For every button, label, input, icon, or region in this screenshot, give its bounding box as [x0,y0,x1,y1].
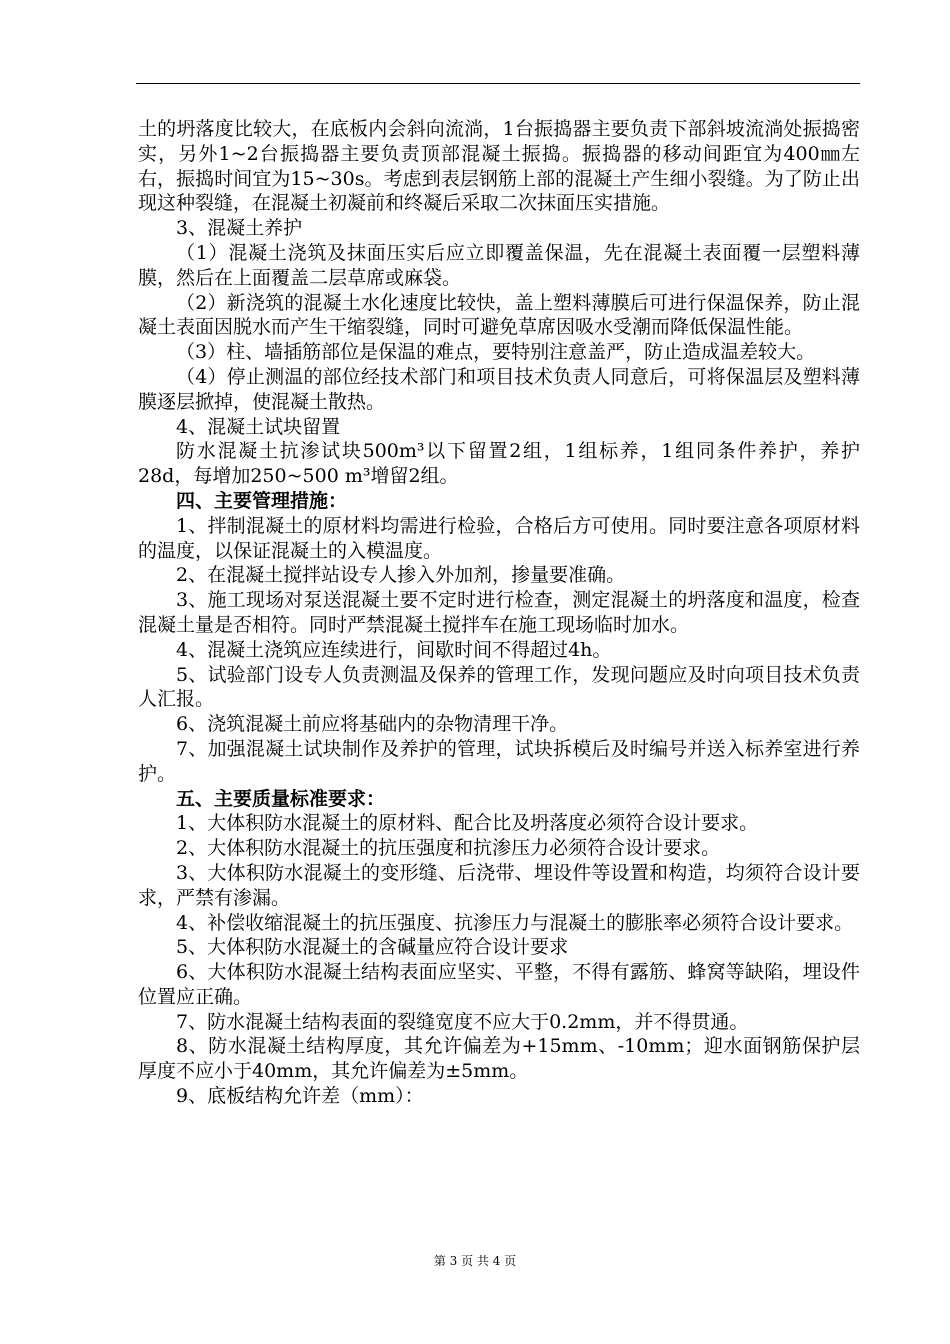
paragraph: 土的坍落度比较大，在底板内会斜向流淌，1台振捣器主要负责下部斜坡流淌处振捣密实，另外1~2台振捣器主要负责顶部混凝土振捣。振捣器的移动间距宜为400㎜左右，振捣时间宜为15~30s。考虑到表层钢筋上部的混凝土产生细小裂缝。为了防止出现这种裂缝，在混凝土初凝前和终凝后采取二次抹面压实措施。 [138,118,860,215]
paragraph: 9、底板结构允许差（mm）： [176,1085,424,1108]
document-body [138,117,860,1109]
paragraph: 7、加强混凝土试块制作及养护的管理，试块拆模后及时编号并送入标养室进行养护。 [138,737,860,785]
paragraph: （1）混凝土浇筑及抹面压实后应立即覆盖保温，先在混凝土表面覆一层塑料薄膜，然后在上面覆盖二层草席或麻袋。 [138,241,860,289]
paragraph: 4、混凝土浇筑应连续进行，间歇时间不得超过4h。 [176,638,612,661]
paragraph: （3）柱、墙插筋部位是保温的难点，要特别注意盖严，防止造成温差较大。 [176,341,816,364]
section-heading: 五、主要质量标准要求： [176,787,386,810]
paragraph: 1、大体积防水混凝土的原材料、配合比及坍落度必须符合设计要求。 [176,812,759,835]
paragraph: 3、大体积防水混凝土的变形缝、后浇带、埋设件等设置和构造，均须符合设计要求，严禁有渗漏。 [138,861,860,909]
paragraph: （4）停止测温的部位经技术部门和项目技术负责人同意后，可将保温层及塑料薄膜逐层掀掉，使混凝土散热。 [138,365,860,413]
page-footer: 第 3 页 共 4 页 [433,1254,517,1268]
header-rule [136,83,860,84]
paragraph: 防水混凝土抗渗试块500m³以下留置2组，1组标养，1组同条件养护，养护28d，每增加250~500 m³增留2组。 [138,440,860,488]
paragraph: 5、试验部门设专人负责测温及保养的管理工作，发现问题应及时向项目技术负责人汇报。 [138,663,860,711]
paragraph: （2）新浇筑的混凝土水化速度比较快，盖上塑料薄膜后可进行保温保养，防止混凝土表面因脱水而产生干缩裂缝，同时可避免草席因吸水受潮而降低保温性能。 [138,291,860,339]
paragraph: 7、防水混凝土结构表面的裂缝宽度不应大于0.2mm，并不得贯通。 [176,1010,749,1033]
paragraph: 2、大体积防水混凝土的抗压强度和抗渗压力必须符合设计要求。 [176,837,721,860]
paragraph: 4、混凝土试块留置 [176,415,341,438]
paragraph: 6、大体积防水混凝土结构表面应坚实、平整，不得有露筋、蜂窝等缺陷，埋设件位置应正确。 [138,961,860,1008]
paragraph: 4、补偿收缩混凝土的抗压强度、抗渗压力与混凝土的膨胀率必须符合设计要求。 [176,911,854,934]
paragraph: 5、大体积防水混凝土的含碱量应符合设计要求 [176,936,569,959]
paragraph: 6、浇筑混凝土前应将基础内的杂物清理干净。 [176,713,569,736]
section-heading: 四、主要管理措施： [176,489,348,512]
paragraph: 3、混凝土养护 [176,217,303,240]
paragraph: 3、施工现场对泵送混凝土要不定时进行检查，测定混凝土的坍落度和温度，检查混凝土量是否相符。同时严禁混凝土搅拌车在施工现场临时加水。 [138,589,860,636]
paragraph: 2、在混凝土搅拌站设专人掺入外加剂，掺量要准确。 [176,564,626,587]
paragraph: 1、拌制混凝土的原材料均需进行检验，合格后方可使用。同时要注意各项原材料的温度，以保证混凝土的入模温度。 [138,514,860,562]
paragraph: 8、防水混凝土结构厚度，其允许偏差为+15mm、-10mm；迎水面钢筋保护层厚度不应小于40mm，其允许偏差为±5mm。 [138,1035,860,1083]
